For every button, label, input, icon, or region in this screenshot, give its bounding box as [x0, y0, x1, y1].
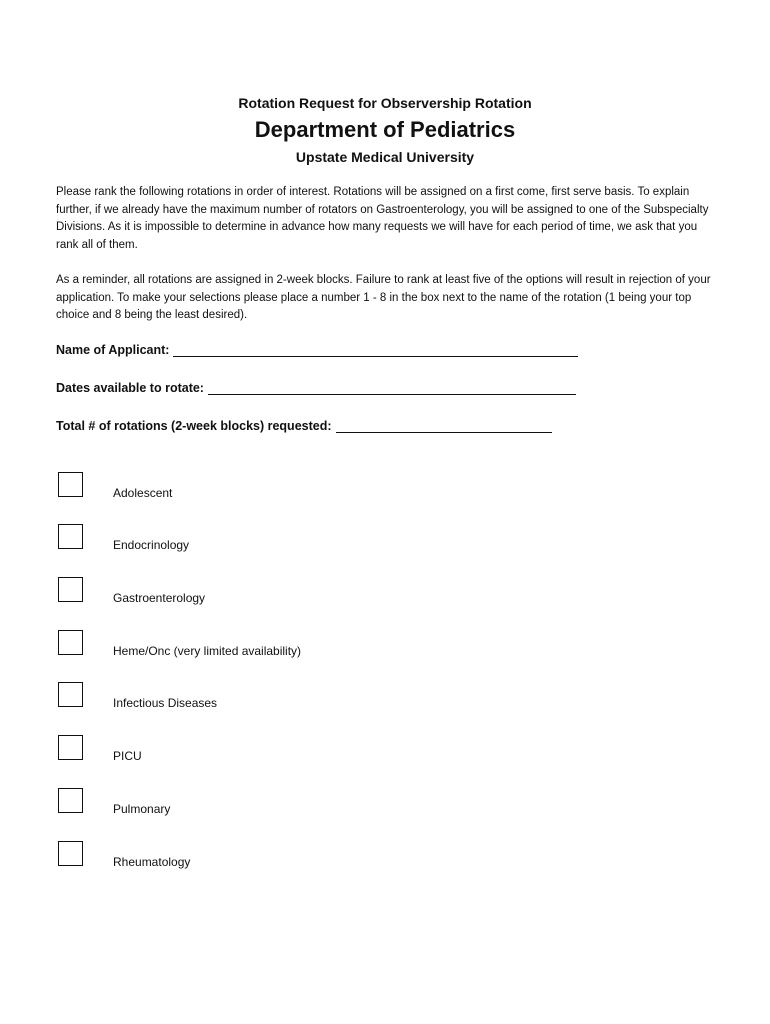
dates-available-input-line[interactable] — [208, 380, 576, 395]
rotation-label: PICU — [113, 749, 142, 763]
rotation-label: Heme/Onc (very limited availability) — [113, 644, 302, 658]
total-rotations-field — [56, 418, 552, 433]
rotation-label: Infectious Diseases — [113, 696, 218, 710]
rotation-option-picu — [58, 735, 458, 765]
instructions-paragraph-2: As a reminder, all rotations are assigned in 2-week blocks. Failure to rank at least five of the options will result in rejection of your application. To make your selections please place a number 1 - 8 in the box next to the name of the rotation (1 being your top choice and 8 being the least desired). — [56, 274, 711, 321]
page-title: Department of Pediatrics — [254, 117, 516, 142]
dates-available-field — [56, 380, 576, 395]
rank-box[interactable] — [58, 735, 83, 760]
rotation-label: Adolescent — [113, 486, 173, 500]
applicant-name-field — [56, 342, 578, 357]
total-rotations-label: Total # of rotations (2-week blocks) requested: — [56, 419, 332, 433]
rotation-option-infectious-diseases — [58, 682, 458, 712]
dates-available-label: Dates available to rotate: — [56, 381, 204, 395]
applicant-name-label: Name of Applicant: — [56, 343, 170, 357]
applicant-name-input-line[interactable] — [173, 342, 578, 357]
form-subtitle: Rotation Request for Observership Rotation — [238, 95, 532, 111]
rotation-label: Pulmonary — [113, 802, 171, 816]
rotation-option-endocrinology — [58, 524, 458, 554]
rotation-option-adolescent — [58, 472, 458, 502]
rotation-option-pulmonary — [58, 788, 458, 818]
instructions-paragraph-1: Please rank the following rotations in order of interest. Rotations will be assigned on a first come, first serve basis. To explain further, if we already have the maximum number of rotators on Gastroenterology, you will be assigned to one of the Subspecialty Divisions. As it is impossible to determine in advance how many requests we will have for each period of time, we ask that you rank all of them. — [56, 186, 709, 251]
institution-name: Upstate Medical University — [295, 149, 475, 165]
rotation-option-rheumatology — [58, 841, 458, 871]
rank-box[interactable] — [58, 630, 83, 655]
rotation-label: Endocrinology — [113, 538, 190, 552]
rotation-option-gastroenterology — [58, 577, 458, 607]
rank-box[interactable] — [58, 577, 83, 602]
rank-box[interactable] — [58, 524, 83, 549]
rotation-option-heme-onc — [58, 630, 458, 660]
total-rotations-input-line[interactable] — [336, 418, 552, 433]
rank-box[interactable] — [58, 472, 83, 497]
rank-box[interactable] — [58, 682, 83, 707]
rotation-label: Rheumatology — [113, 855, 191, 869]
rank-box[interactable] — [58, 788, 83, 813]
rotation-label: Gastroenterology — [113, 591, 206, 605]
rank-box[interactable] — [58, 841, 83, 866]
